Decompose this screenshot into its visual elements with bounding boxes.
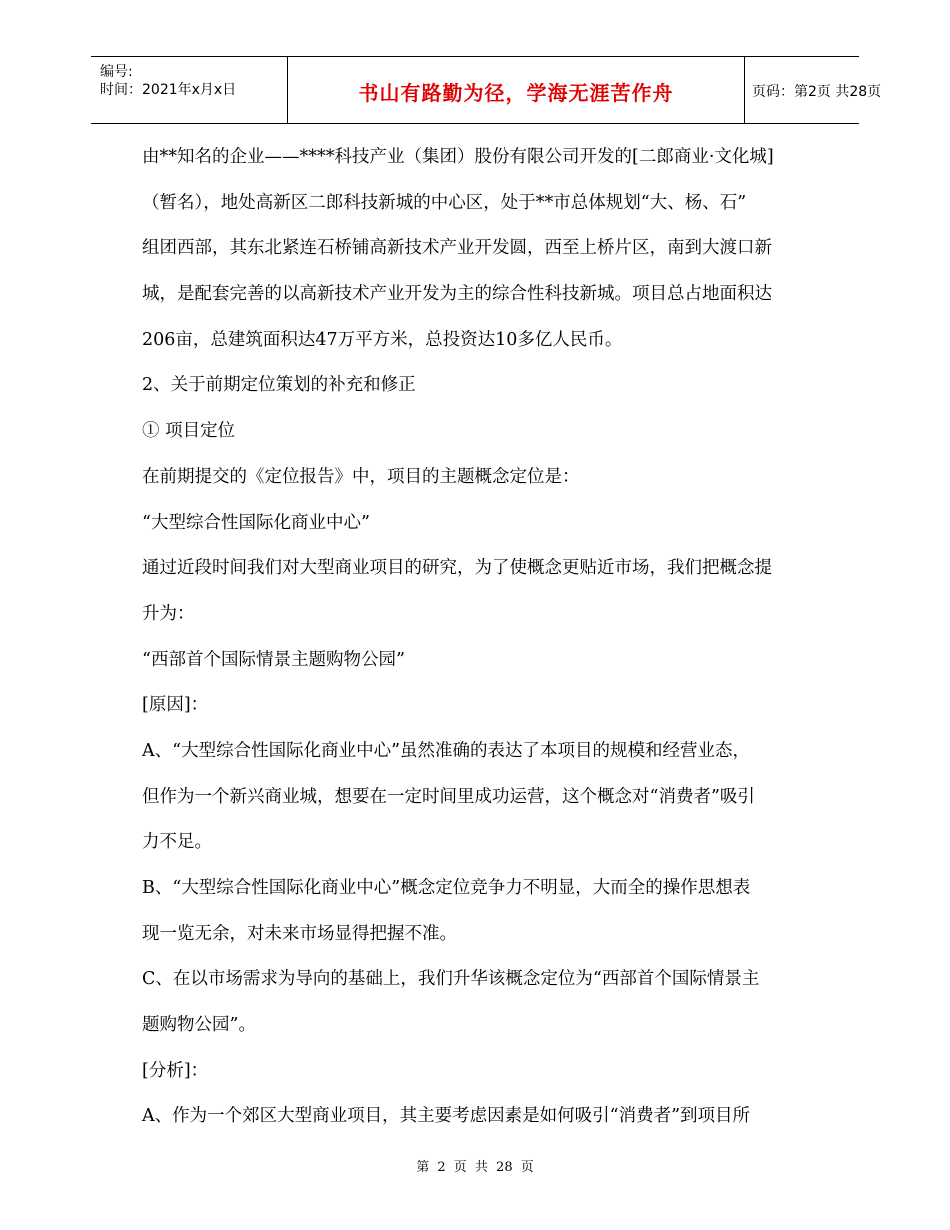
body-line: A、作为一个郊区大型商业项目，其主要考虑因素是如何吸引“消费者”到项目所 xyxy=(142,1106,751,1127)
body-line: A、“大型综合性国际化商业中心”虽然准确的表达了本项目的规模和经营业态， xyxy=(142,740,751,761)
body-line: 组团西部，其东北紧连石桥铺高新技术产业开发圆，西至上桥片区，南到大渡口新 xyxy=(142,238,772,259)
header-page-number: 页码：第2页 共28页 xyxy=(752,84,882,100)
body-line: 在前期提交的《定位报告》中，项目的主题概念定位是： xyxy=(142,466,580,487)
body-line: C、在以市场需求为导向的基础上，我们升华该概念定位为“西部首个国际情景主 xyxy=(142,969,760,990)
document-body xyxy=(142,142,812,1147)
body-line: 现一览无余，对未来市场显得把握不准。 xyxy=(142,923,457,944)
body-line: 由**知名的企业——****科技产业（集团）股份有限公司开发的[二郎商业·文化城] xyxy=(142,147,774,167)
body-line: 但作为一个新兴商业城，想要在一定时间里成功运营，这个概念对“消费者”吸引 xyxy=(142,786,755,807)
body-line: 206亩，总建筑面积达47万平方米，总投资达10多亿人民币。 xyxy=(142,329,623,350)
body-line: 通过近段时间我们对大型商业项目的研究，为了使概念更贴近市场，我们把概念提 xyxy=(142,558,772,579)
body-line: B、“大型综合性国际化商业中心”概念定位竞争力不明显，大而全的操作思想表 xyxy=(142,878,751,898)
analysis-heading: [分析]： xyxy=(142,1060,209,1081)
document-number-label: 编号: xyxy=(100,64,133,80)
page-footer: 第 2 页 共 28 页 xyxy=(416,1160,534,1175)
quote-line: “大型综合性国际化商业中心” xyxy=(142,512,370,533)
section-heading: 2、关于前期定位策划的补充和修正 xyxy=(142,375,416,396)
body-line: 题购物公园”。 xyxy=(142,1015,256,1036)
reason-heading: [原因]： xyxy=(142,695,209,716)
header-info-cell xyxy=(91,57,287,123)
document-date-label: 时间：2021年x月x日 xyxy=(100,82,237,98)
body-line: 力不足。 xyxy=(142,832,212,853)
header-motto: 书山有路勤为径，学海无涯苦作舟 xyxy=(358,81,674,105)
page-header xyxy=(91,56,882,124)
header-page-cell xyxy=(744,57,882,123)
header-motto-cell xyxy=(287,57,745,123)
body-line: 城，是配套完善的以高新技术产业开发为主的综合性科技新城。项目总占地面积达 xyxy=(142,284,772,305)
subsection-heading: ① 项目定位 xyxy=(142,421,236,442)
body-line: （暂名），地处高新区二郎科技新城的中心区，处于**市总体规划“大、杨、石” xyxy=(142,192,747,213)
body-line: 升为： xyxy=(142,603,195,624)
quote-line: “西部首个国际情景主题购物公园” xyxy=(142,649,405,670)
